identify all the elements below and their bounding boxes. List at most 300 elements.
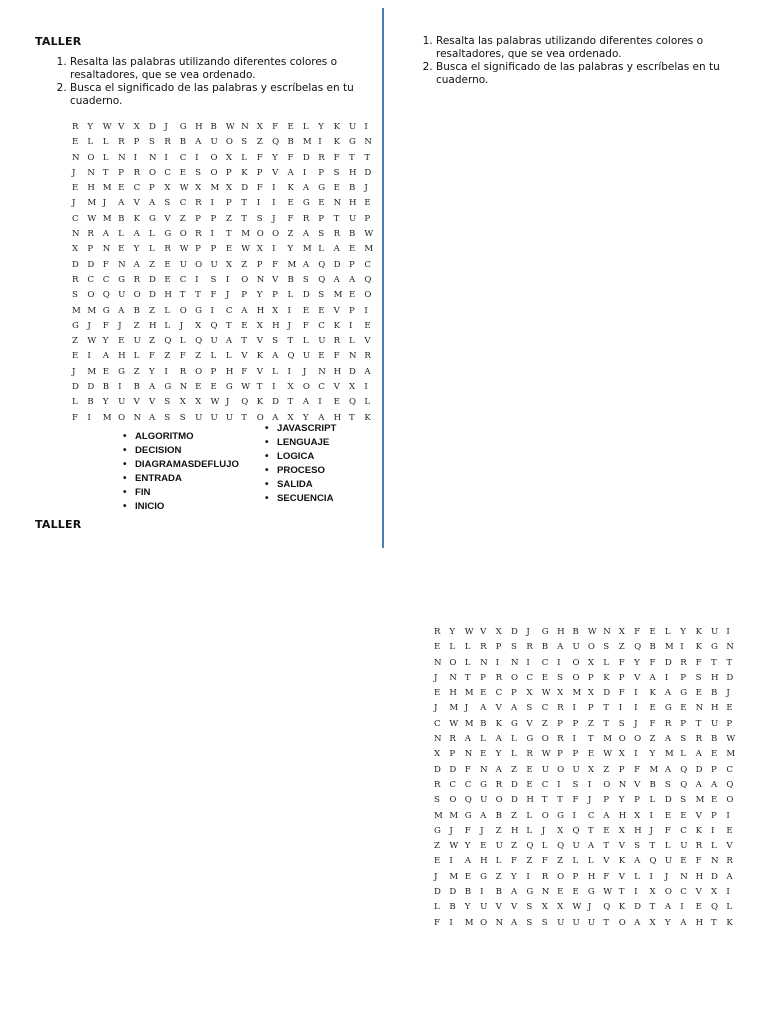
grid-letter: B [711, 734, 718, 745]
grid-letter: F [634, 764, 641, 775]
grid-letter: G [480, 871, 488, 882]
grid-letter: H [695, 917, 704, 928]
grid-letter: V [256, 366, 263, 377]
taller-title-bottom: TALLER [35, 518, 82, 531]
grid-letter: F [618, 688, 625, 699]
grid-letter: Y [464, 841, 471, 852]
grid-letter: A [302, 229, 310, 240]
grid-letter: N [318, 366, 326, 377]
word-item: • SECUENCIA [277, 492, 336, 506]
grid-letter: A [195, 137, 202, 148]
grid-letter: Z [557, 856, 564, 867]
grid-letter: S [695, 672, 702, 683]
grid-letter: S [318, 290, 325, 301]
grid-letter: N [680, 871, 688, 882]
grid-letter: L [318, 244, 324, 255]
grid-row [72, 304, 380, 319]
grid-letter: I [318, 137, 322, 148]
grid-letter: M [87, 198, 97, 209]
grid-letter: M [434, 810, 443, 821]
grid-letter: E [118, 183, 125, 194]
grid-letter: O [572, 672, 580, 683]
grid-letter: Q [102, 290, 110, 301]
grid-letter: U [664, 856, 673, 867]
grid-letter: B [541, 642, 549, 653]
grid-letter: M [449, 703, 459, 714]
grid-letter: A [287, 167, 294, 178]
grid-letter: E [210, 382, 217, 393]
grid-letter: I [364, 382, 368, 393]
grid-letter: C [364, 259, 371, 270]
grid-letter: K [603, 672, 610, 683]
grid-row [434, 854, 742, 869]
grid-letter: C [318, 320, 325, 331]
grid-letter: L [434, 902, 440, 913]
grid-letter: G [711, 642, 718, 653]
grid-letter: P [587, 703, 594, 714]
grid-letter: S [434, 795, 440, 806]
grid-letter: E [225, 244, 233, 255]
grid-letter: S [210, 274, 217, 285]
grid-letter: F [102, 320, 109, 331]
grid-letter: F [102, 259, 109, 270]
grid-letter: E [711, 749, 718, 760]
grid-letter: I [210, 229, 214, 240]
grid-letter: E [72, 183, 79, 194]
grid-letter: I [256, 198, 261, 209]
grid-letter: B [349, 183, 356, 194]
grid-letter: F [72, 412, 78, 423]
grid-letter: C [179, 274, 187, 285]
word-search-grid-left [72, 120, 380, 426]
grid-letter: M [695, 795, 705, 806]
grid-letter: O [726, 795, 734, 806]
grid-letter: D [148, 290, 156, 301]
grid-letter: I [634, 749, 638, 760]
word-item: • LENGUAJE [277, 436, 336, 450]
grid-letter: W [87, 213, 97, 224]
grid-letter: J [72, 366, 76, 377]
grid-letter: H [349, 167, 357, 178]
grid-letter: X [634, 810, 641, 821]
grid-letter: X [133, 122, 140, 132]
grid-letter: U [572, 642, 580, 653]
grid-letter: H [333, 366, 342, 377]
grid-letter: R [434, 627, 441, 637]
grid-letter: X [495, 627, 502, 637]
grid-letter: Z [72, 336, 78, 347]
grid-letter: M [572, 688, 582, 699]
grid-letter: P [210, 366, 217, 377]
word-item: • SALIDA [277, 478, 336, 492]
grid-letter: X [649, 887, 656, 898]
grid-row [72, 395, 380, 410]
grid-letter: P [587, 672, 594, 683]
grid-row [434, 656, 742, 671]
grid-letter: P [634, 795, 640, 806]
grid-letter: X [256, 320, 263, 331]
grid-letter: O [541, 734, 549, 745]
grid-letter: Y [302, 412, 309, 423]
grid-letter: R [557, 703, 564, 714]
grid-letter: L [634, 871, 640, 882]
grid-letter: H [148, 320, 157, 331]
grid-letter: O [87, 152, 95, 163]
grid-letter: H [349, 198, 357, 209]
grid-letter: O [572, 657, 580, 668]
grid-letter: U [587, 917, 596, 928]
grid-row [434, 701, 742, 716]
grid-letter: U [572, 917, 580, 928]
grid-letter: E [349, 244, 356, 255]
grid-letter: S [164, 198, 171, 209]
grid-letter: M [464, 688, 474, 699]
grid-letter: K [618, 902, 626, 913]
grid-letter: L [87, 137, 94, 148]
grid-letter: S [618, 718, 625, 729]
grid-letter: K [333, 137, 341, 148]
grid-letter: I [557, 657, 561, 668]
grid-row [72, 212, 380, 227]
grid-letter: D [333, 259, 341, 270]
grid-letter: J [72, 198, 76, 209]
grid-row [72, 166, 380, 181]
grid-letter: I [195, 152, 199, 163]
grid-letter: Q [711, 902, 719, 913]
grid-letter: G [587, 887, 595, 898]
grid-letter: I [726, 627, 730, 637]
grid-letter: O [179, 305, 187, 316]
grid-row [72, 196, 380, 211]
grid-letter: K [133, 213, 140, 224]
grid-letter: J [87, 320, 91, 331]
grid-letter: U [195, 412, 203, 423]
grid-letter: F [695, 856, 702, 867]
grid-letter: L [72, 397, 78, 408]
grid-letter: D [302, 152, 310, 163]
grid-letter: K [256, 351, 264, 362]
grid-letter: E [333, 397, 340, 408]
grid-letter: V [618, 841, 625, 852]
grid-letter: Z [148, 336, 155, 347]
grid-letter: B [449, 902, 456, 913]
grid-letter: Z [133, 320, 140, 331]
grid-letter: A [302, 397, 310, 408]
grid-letter: T [603, 718, 610, 729]
grid-letter: Q [287, 351, 295, 362]
grid-letter: Q [349, 397, 357, 408]
grid-letter: B [349, 229, 356, 240]
grid-letter: S [664, 779, 671, 790]
grid-letter: X [557, 688, 564, 699]
grid-letter: T [603, 703, 610, 714]
grid-letter: N [364, 137, 372, 148]
grid-letter: M [102, 412, 112, 423]
grid-letter: A [272, 412, 279, 423]
grid-letter: C [87, 274, 94, 285]
grid-letter: U [711, 718, 719, 729]
grid-letter: U [118, 397, 126, 408]
grid-letter: P [726, 718, 733, 729]
grid-letter: J [464, 703, 469, 714]
grid-letter: J [634, 718, 638, 729]
grid-letter: B [179, 137, 187, 148]
grid-letter: J [664, 871, 669, 882]
grid-row [72, 181, 380, 196]
grid-letter: N [256, 274, 265, 285]
grid-letter: B [480, 718, 487, 729]
grid-letter: I [118, 382, 122, 393]
grid-letter: S [526, 902, 533, 913]
grid-letter: I [302, 167, 307, 178]
grid-letter: J [587, 902, 592, 913]
grid-letter: A [495, 734, 502, 745]
grid-letter: Z [287, 229, 294, 240]
grid-letter: Q [364, 274, 372, 285]
grid-letter: T [618, 887, 625, 898]
grid-letter: J [72, 167, 76, 178]
grid-letter: I [649, 871, 653, 882]
grid-letter: D [272, 397, 279, 408]
grid-letter: A [333, 244, 340, 255]
grid-letter: Y [618, 795, 625, 806]
grid-letter: U [349, 122, 357, 132]
grid-letter: F [256, 152, 263, 163]
grid-letter: N [349, 351, 357, 362]
grid-letter: X [618, 825, 625, 836]
grid-letter: G [102, 305, 110, 316]
grid-letter: L [364, 397, 371, 408]
grid-letter: X [557, 825, 564, 836]
grid-letter: L [587, 856, 594, 867]
grid-row [434, 885, 742, 900]
grid-letter: O [302, 382, 310, 393]
grid-letter: P [680, 672, 687, 683]
grid-row [72, 365, 380, 380]
grid-letter: F [434, 917, 440, 928]
grid-letter: E [649, 703, 656, 714]
grid-letter: T [603, 841, 610, 852]
grid-letter: R [164, 137, 171, 148]
grid-letter: R [526, 642, 533, 653]
grid-letter: D [664, 795, 672, 806]
grid-letter: N [510, 657, 519, 668]
grid-letter: N [480, 657, 488, 668]
grid-letter: G [118, 274, 126, 285]
grid-letter: I [449, 917, 453, 928]
grid-letter: H [480, 856, 488, 867]
grid-letter: J [541, 825, 546, 836]
grid-letter: Z [164, 351, 171, 362]
grid-letter: F [241, 366, 248, 377]
grid-letter: V [256, 336, 263, 347]
grid-letter: S [318, 229, 325, 240]
grid-letter: T [333, 213, 340, 224]
grid-letter: J [179, 320, 184, 331]
grid-letter: I [364, 305, 368, 316]
grid-letter: P [449, 749, 456, 760]
grid-letter: N [434, 734, 442, 745]
grid-letter: W [541, 749, 551, 760]
grid-letter: N [333, 198, 342, 209]
grid-letter: E [526, 779, 533, 790]
grid-letter: L [480, 734, 486, 745]
grid-letter: L [287, 290, 294, 301]
grid-letter: Z [510, 841, 517, 852]
grid-letter: E [102, 366, 110, 377]
grid-letter: I [587, 779, 592, 790]
grid-letter: E [118, 244, 125, 255]
grid-letter: C [541, 703, 549, 714]
grid-letter: P [210, 213, 217, 224]
grid-letter: P [572, 749, 579, 760]
grid-letter: O [618, 734, 626, 745]
grid-letter: T [195, 290, 201, 301]
grid-letter: Y [510, 871, 517, 882]
grid-letter: I [287, 366, 291, 377]
grid-letter: L [711, 841, 717, 852]
grid-letter: Y [464, 902, 471, 913]
grid-letter: H [711, 672, 719, 683]
grid-letter: C [449, 779, 456, 790]
grid-letter: L [664, 627, 671, 637]
grid-letter: S [164, 412, 171, 423]
grid-letter: G [541, 627, 549, 637]
grid-letter: C [680, 887, 687, 898]
grid-letter: H [118, 351, 126, 362]
grid-letter: I [164, 366, 168, 377]
grid-letter: I [287, 305, 291, 316]
grid-letter: I [364, 122, 368, 132]
grid-letter: X [256, 122, 263, 132]
grid-letter: X [225, 259, 233, 270]
grid-letter: H [195, 122, 203, 132]
grid-letter: S [333, 167, 340, 178]
grid-letter: G [510, 718, 518, 729]
instruction-1: 1. Resalta las palabras utilizando diferentes colores o resaltadores, que se vea ordenado. [436, 35, 766, 61]
grid-letter: C [164, 167, 171, 178]
grid-letter: R [195, 229, 202, 240]
grid-row [72, 227, 380, 242]
grid-letter: W [241, 382, 251, 393]
grid-letter: J [225, 290, 230, 301]
grid-letter: M [664, 642, 674, 653]
grid-letter: Q [649, 856, 657, 867]
grid-letter: A [664, 764, 672, 775]
grid-letter: D [241, 183, 249, 194]
grid-letter: P [210, 244, 217, 255]
grid-letter: Q [195, 336, 203, 347]
grid-letter: S [72, 290, 78, 301]
grid-letter: M [87, 366, 97, 377]
grid-letter: G [480, 779, 488, 790]
grid-letter: I [195, 274, 199, 285]
grid-letter: T [256, 382, 263, 393]
grid-letter: U [133, 336, 141, 347]
grid-letter: L [572, 856, 579, 867]
grid-letter: P [364, 213, 371, 224]
grid-letter: O [87, 290, 95, 301]
grid-letter: C [464, 779, 472, 790]
grid-letter: D [510, 795, 518, 806]
grid-row [72, 151, 380, 166]
grid-letter: A [510, 703, 518, 714]
grid-letter: V [726, 841, 733, 852]
taller-title: TALLER [35, 35, 82, 48]
grid-letter: B [711, 688, 718, 699]
grid-letter: E [179, 167, 187, 178]
grid-letter: V [272, 167, 279, 178]
grid-letter: X [287, 382, 294, 393]
grid-letter: Z [587, 718, 594, 729]
word-item: • DIAGRAMASDEFLUJO [135, 458, 239, 472]
grid-row [434, 640, 742, 655]
grid-letter: J [118, 320, 122, 331]
grid-letter: L [102, 137, 109, 148]
grid-letter: F [618, 657, 625, 668]
grid-letter: Q [210, 320, 218, 331]
grid-letter: H [449, 688, 457, 699]
grid-letter: F [603, 871, 610, 882]
grid-letter: B [649, 779, 656, 790]
grid-letter: X [72, 244, 79, 255]
grid-letter: I [711, 825, 715, 836]
grid-letter: L [148, 244, 155, 255]
grid-letter: S [510, 642, 517, 653]
grid-letter: Z [133, 366, 140, 377]
grid-letter: L [118, 229, 124, 240]
grid-letter: I [557, 779, 561, 790]
grid-row [72, 120, 380, 135]
grid-letter: N [148, 152, 157, 163]
grid-letter: S [541, 917, 548, 928]
grid-letter: A [464, 734, 471, 745]
grid-letter: X [618, 627, 625, 637]
grid-row [72, 288, 380, 303]
grid-letter: T [557, 795, 563, 806]
grid-letter: D [711, 871, 718, 882]
grid-letter: O [480, 917, 488, 928]
grid-letter: S [680, 734, 687, 745]
grid-letter: Z [148, 259, 155, 270]
grid-letter: O [256, 229, 264, 240]
grid-letter: Y [664, 917, 671, 928]
grid-letter: U [349, 213, 357, 224]
grid-letter: P [195, 213, 201, 224]
grid-letter: P [241, 290, 248, 301]
grid-letter: D [364, 167, 372, 178]
grid-letter: P [711, 764, 717, 775]
grid-letter: L [210, 351, 217, 362]
grid-letter: F [148, 351, 155, 362]
grid-row [434, 686, 742, 701]
grid-letter: T [711, 657, 717, 668]
grid-letter: A [695, 779, 702, 790]
grid-letter: E [349, 290, 356, 301]
grid-letter: P [680, 718, 687, 729]
grid-letter: D [726, 672, 734, 683]
grid-letter: Y [256, 290, 263, 301]
grid-letter: I [634, 887, 638, 898]
grid-letter: J [164, 122, 168, 132]
grid-letter: A [118, 198, 125, 209]
grid-letter: S [302, 274, 309, 285]
grid-letter: E [526, 764, 533, 775]
grid-letter: E [587, 749, 595, 760]
grid-letter: V [618, 871, 625, 882]
column-divider [382, 8, 384, 548]
word-item: • FIN [135, 486, 239, 500]
